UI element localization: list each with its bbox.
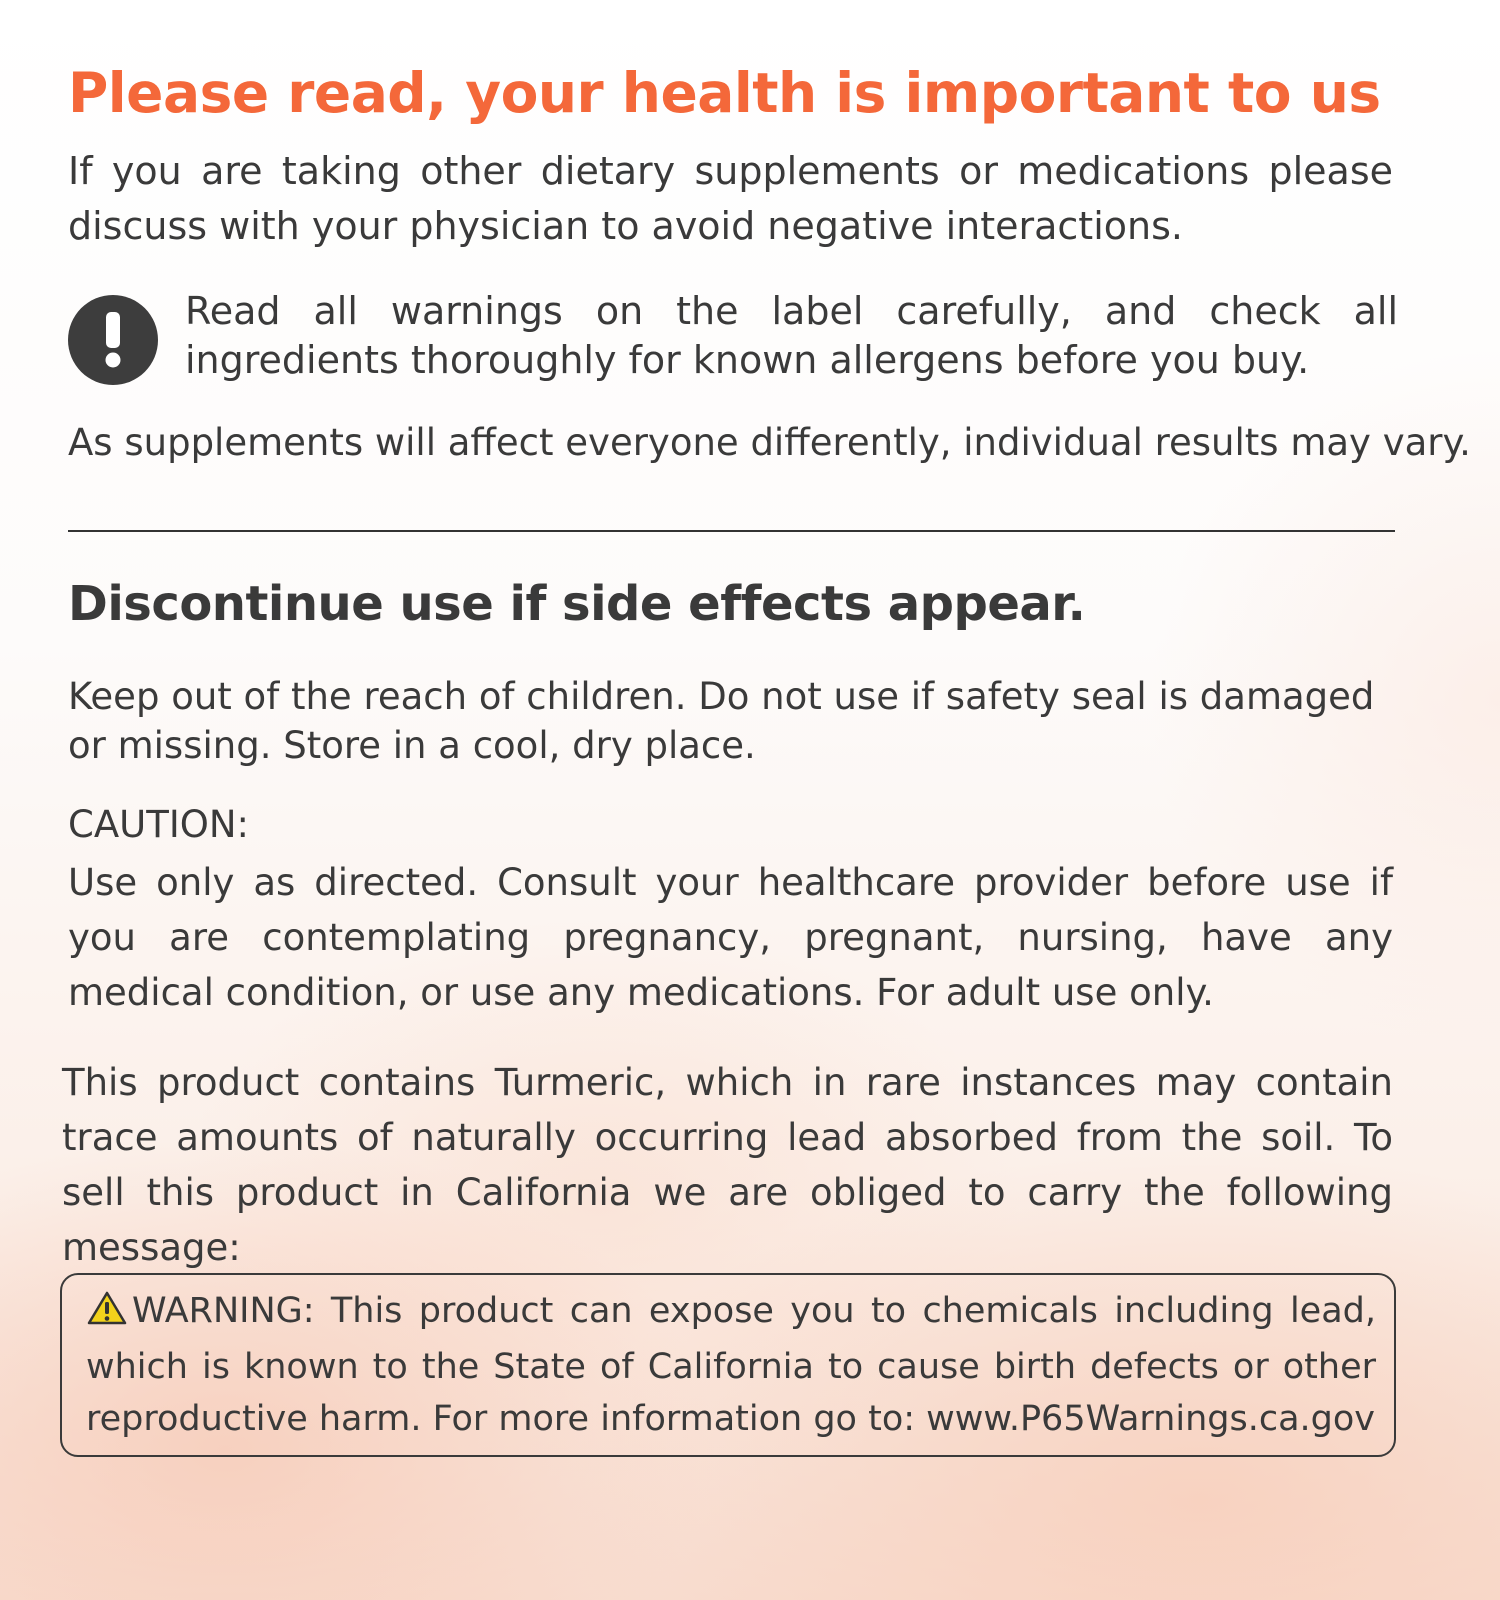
results-note: As supplements will affect everyone differently, individual results may vary. <box>68 421 1471 464</box>
storage-paragraph: Keep out of the reach of children. Do not use if safety seal is damaged or missing. Store in a cool, dry place. <box>68 675 1375 767</box>
prop65-warning-box <box>60 1273 1396 1457</box>
allergen-notice <box>68 289 1398 395</box>
page-title: Please read, your health is important to us <box>68 61 1381 125</box>
caution-paragraph: Use only as directed. Consult your healthcare provider before use if you are contemplating pregnancy, pregnant, nursing, have any medical condition, or use any medications. For adult use only. <box>68 861 1393 1014</box>
intro-paragraph: If you are taking other dietary supplements or medications please discuss with your physician to avoid negative interactions. <box>68 149 1393 248</box>
prop65-warning-text: WARNING: This product can expose you to chemicals including lead, which is known to the State of California to cause birth defects or other reproductive harm. For more information go to: www.P65Warnings.ca.gov <box>86 1291 1376 1439</box>
caution-label: CAUTION: <box>68 803 250 846</box>
prop65-warning <box>86 1285 1376 1445</box>
turmeric-paragraph: This product contains Turmeric, which in rare instances may contain trace amounts of naturally occurring lead absorbed from the soil. To sell this product in California we are obliged to carry the following message: <box>62 1061 1393 1269</box>
side-effects-heading: Discontinue use if side effects appear. <box>68 576 1086 632</box>
exclamation-circle-icon <box>68 295 158 385</box>
warning-triangle-icon <box>86 1289 128 1341</box>
allergen-notice-text: Read all warnings on the label carefully, and check all ingredients thoroughly for known allergens before you buy. <box>185 289 1398 382</box>
section-divider <box>68 530 1395 532</box>
